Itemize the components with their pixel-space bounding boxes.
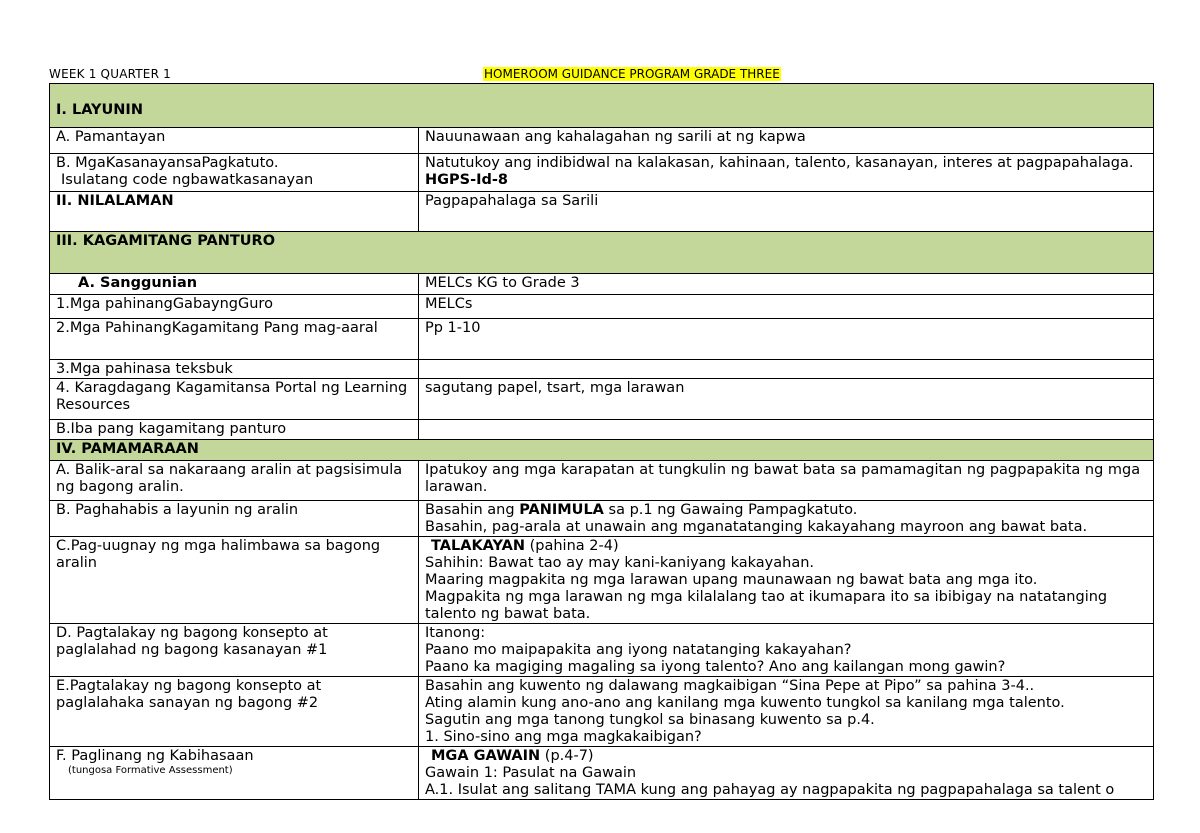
gabay-label: 1.Mga pahinangGabayngGuro [50,295,419,319]
lesson-plan-table [49,83,1154,800]
table-row [50,420,1154,440]
kasanayan-label-line1: B. MgaKasanayansaPagkatuto. [56,155,279,171]
talakayan-bold: TALAKAYAN [431,538,525,554]
kasanayan-description: Natutukoy ang indibidwal na kalakasan, kahinaan, talento, kasanayan, interes at pagpapahalaga. [425,155,1134,171]
table-row [50,624,1154,677]
week-quarter-label: WEEK 1 QUARTER 1 [49,67,171,81]
list-item: Ating alamin kung ano-ano ang kanilang mga kuwento tungkol sa kanilang mga talento. [425,695,1065,711]
table-row [50,461,1154,501]
kagamitang-label: 2.Mga PahinangKagamitang Pang mag-aaral [50,319,419,360]
paglinang-title: F. Paglinang ng Kabihasaan [56,748,254,764]
paghahabi-value [419,501,1154,537]
pagtalakay-1-value [419,624,1154,677]
section-title-nilalaman: II. NILALAMAN [50,192,419,232]
paglinang-value [419,747,1154,800]
table-row [50,295,1154,319]
table-row [50,274,1154,295]
pag-uugnay-label: C.Pag-uugnay ng mga halimbawa sa bagong aralin [50,537,419,624]
kasanayan-value [419,154,1154,192]
nilalaman-value: Pagpapahalaga sa Sarili [419,192,1154,232]
sanggunian-label: A. Sanggunian [50,274,419,295]
program-title: HOMEROOM GUIDANCE PROGRAM GRADE THREE [484,67,780,81]
list-item: A.1. Isulat ang salitang TAMA kung ang pahayag ay nagpapakita ng pagpapahalaga sa talent o [425,782,1115,798]
iba-label: B.Iba pang kagamitang panturo [50,420,419,440]
paghahabi-line1 [425,502,1147,519]
portal-value: sagutang papel, tsart, mga larawan [419,379,1154,420]
table-row [50,192,1154,232]
sanggunian-value: MELCs KG to Grade 3 [419,274,1154,295]
table-row [50,747,1154,800]
paglinang-subtitle: (tungosa Formative Assessment) [68,765,233,776]
table-row [50,379,1154,420]
talakayan-pages: (pahina 2-4) [525,538,619,554]
pagtalakay-1-label: D. Pagtalakay ng bagong konsepto at paglalahad ng bagong kasanayan #1 [50,624,419,677]
gabay-value: MELCs [419,295,1154,319]
section-title-pamamaraan: IV. PAMAMARAAN [50,440,1154,461]
section-row-kagamitan [50,232,1154,274]
table-row [50,677,1154,747]
pag-uugnay-value [419,537,1154,624]
section-row-pamamaraan [50,440,1154,461]
gawain-pages: (p.4-7) [540,748,594,764]
paghahabi-line2: Basahin, pag-aralа at unawain ang mganatatanging kakayahang mayroon ang bawat bata. [425,519,1088,535]
balik-aral-value: Ipatukoy ang mga karapatan at tungkulin ng bawat bata sa pamamagitan ng pagpapakita ng mga larawan. [419,461,1154,501]
table-row [50,319,1154,360]
table-row [50,501,1154,537]
table-row [50,128,1154,154]
kasanayan-code: HGPS-Id-8 [425,172,509,188]
table-row [50,154,1154,192]
talakayan-heading [425,538,1147,555]
list-item: Magpakita ng mga larawan ng mga kilalalang tao at ikumapara ito sa ibibigay na natatanging talento ng bawat bata. [425,589,1108,622]
list-item: Paano ka magiging magaling sa iyong talento? Ano ang kailangan mong gawin? [425,659,1006,675]
section-row-layunin [50,84,1154,128]
list-item: Sagutin ang mga tanong tungkol sa binasang kuwento sa p.4. [425,712,875,728]
gawain-bold: MGA GAWAIN [431,748,541,764]
pamantayan-label: A. Pamantayan [50,128,419,154]
paghahabi-label: B. Paghahabis a layunin ng aralin [50,501,419,537]
table-row [50,360,1154,379]
list-item: Maaring magpakita ng mga larawan upang maunawaan ng bawat bata ang mga ito. [425,572,1038,588]
list-item: Sahihin: Bawat tao ay may kani-kaniyang kakayahan. [425,555,815,571]
kasanayan-label-line2: Isulatang code ngbawatkasanayan [61,172,314,188]
paglinang-label [50,747,419,800]
list-item: Basahin ang kuwento ng dalawang magkaibigan “Sina Pepe at Pipo” sa pahina 3-4.. [425,678,1035,694]
section-title-kagamitan: III. KAGAMITANG PANTURO [50,232,1154,274]
pamantayan-value: Nauunawaan ang kahalagahan ng sarili at ng kapwa [419,128,1154,154]
table-row [50,537,1154,624]
gawain-heading [425,748,1147,765]
list-item: Paano mo maipapakita ang iyong natatanging kakayahan? [425,642,852,658]
panimula-bold: PANIMULA [519,502,604,518]
iba-value [419,420,1154,440]
paghahabi-post: sa p.1 ng Gawaing Pampagkatuto. [603,502,858,518]
pagtalakay-2-label: E.Pagtalakay ng bagong konsepto at paglalahaka sanayan ng bagong #2 [50,677,419,747]
list-item: Gawain 1: Pasulat na Gawain [425,765,637,781]
list-item: Itanong: [425,625,486,641]
portal-label: 4. Karagdagang Kagamitansa Portal ng Learning Resources [50,379,419,420]
balik-aral-label: A. Balik-aral sa nakaraang aralin at pagsisimula ng bagong aralin. [50,461,419,501]
paghahabi-pre: Basahin ang [425,502,520,518]
list-item: 1. Sino-sino ang mga magkakaibigan? [425,729,702,745]
teksbuk-value [419,360,1154,379]
kasanayan-label [50,154,419,192]
teksbuk-label: 3.Mga pahinasa teksbuk [50,360,419,379]
kagamitang-value: Pp 1-10 [419,319,1154,360]
pagtalakay-2-value [419,677,1154,747]
section-title-layunin: I. LAYUNIN [50,84,1154,128]
